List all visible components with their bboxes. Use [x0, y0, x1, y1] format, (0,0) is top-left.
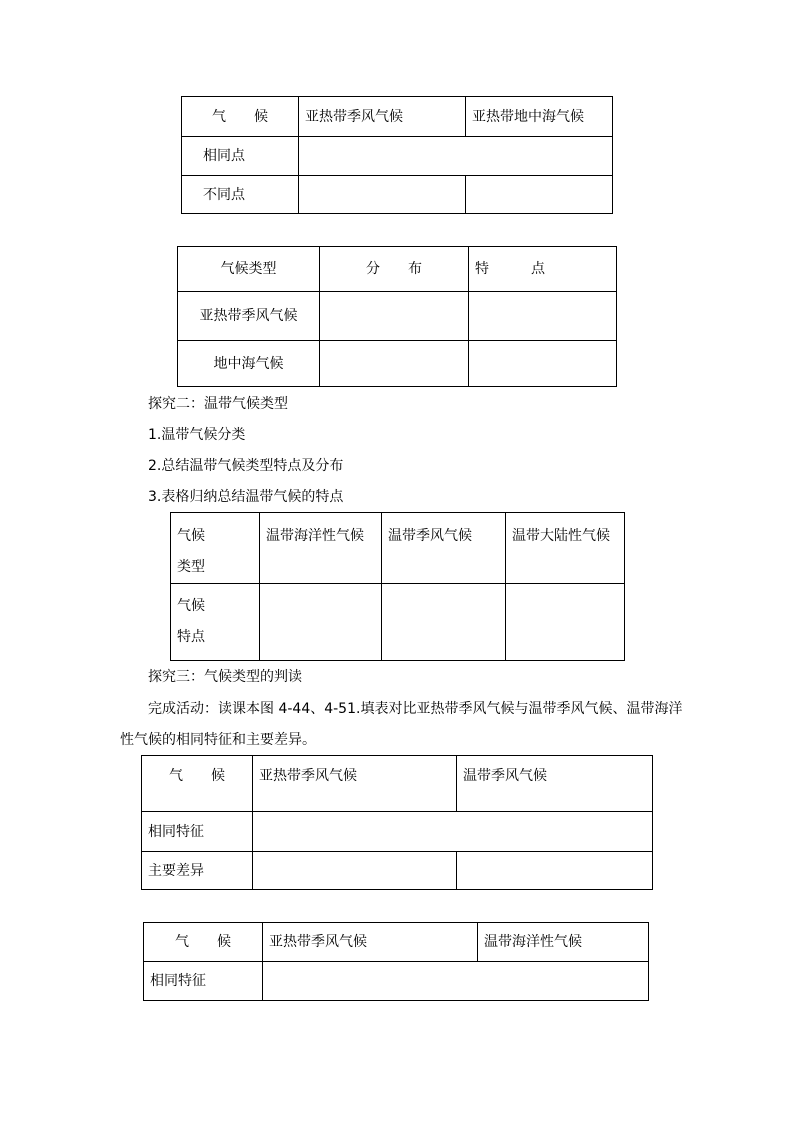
- header-cell-characteristics: 特 点: [469, 247, 617, 292]
- list-item: 3.表格归纳总结温带气候的特点: [148, 489, 344, 505]
- empty-cell[interactable]: [469, 292, 617, 341]
- list-item: 1.温带气候分类: [148, 427, 246, 443]
- section-title-explore-three: 探究三：气候类型的判读: [148, 669, 302, 685]
- header-cell-temperate-monsoon: 温带季风气候: [382, 513, 506, 584]
- empty-cell[interactable]: [253, 852, 457, 890]
- header-cell-temperate-continental: 温带大陆性气候: [506, 513, 625, 584]
- row-label-differences: 不同点: [182, 176, 299, 214]
- empty-cell[interactable]: [469, 341, 617, 387]
- row-label-common-features: 相同特征: [144, 962, 263, 1001]
- activity-text: 完成活动：读课本图 4-44、4-51.填表对比亚热带季风气候与温带季风气候、温带海洋: [148, 701, 683, 717]
- table-subtropical-vs-temperate-maritime: [143, 922, 649, 1001]
- list-item: 2.总结温带气候类型特点及分布: [148, 458, 344, 474]
- header-label-line: 类型: [177, 559, 205, 575]
- row-label-climate-features: [171, 584, 260, 661]
- header-cell-climate-type: 气候类型: [178, 247, 320, 292]
- row-label-line: 特点: [177, 629, 205, 645]
- header-cell-climate: 气 候: [182, 97, 299, 137]
- empty-cell[interactable]: [506, 584, 625, 661]
- row-label-main-differences: 主要差异: [142, 852, 253, 890]
- header-cell-temperate-monsoon: 温带季风气候: [457, 756, 653, 812]
- header-cell-temperate-maritime: 温带海洋性气候: [260, 513, 382, 584]
- activity-text: 性气候的相同特征和主要差异。: [120, 732, 316, 748]
- header-cell-temperate-maritime: 温带海洋性气候: [478, 923, 649, 962]
- empty-cell[interactable]: [320, 341, 469, 387]
- header-cell-climate: 气 候: [144, 923, 263, 962]
- row-label-similarities: 相同点: [182, 137, 299, 176]
- empty-cell[interactable]: [299, 137, 613, 176]
- row-label-subtropical-monsoon: 亚热带季风气候: [178, 292, 320, 341]
- header-label-line: 气候: [177, 528, 205, 544]
- header-cell-climate-type: [171, 513, 260, 584]
- empty-cell[interactable]: [253, 812, 653, 852]
- header-cell-subtropical-mediterranean: 亚热带地中海气候: [466, 97, 613, 137]
- empty-cell[interactable]: [382, 584, 506, 661]
- empty-cell[interactable]: [260, 584, 382, 661]
- row-label-mediterranean: 地中海气候: [178, 341, 320, 387]
- row-label-common-features: 相同特征: [142, 812, 253, 852]
- empty-cell[interactable]: [299, 176, 466, 214]
- empty-cell[interactable]: [466, 176, 613, 214]
- empty-cell[interactable]: [263, 962, 649, 1001]
- header-cell-climate: 气 候: [142, 756, 253, 812]
- row-label-line: 气候: [177, 598, 205, 614]
- header-cell-subtropical-monsoon: 亚热带季风气候: [299, 97, 466, 137]
- table-temperate-climates: [170, 512, 625, 661]
- header-cell-subtropical-monsoon: 亚热带季风气候: [263, 923, 478, 962]
- header-cell-distribution: 分 布: [320, 247, 469, 292]
- empty-cell[interactable]: [320, 292, 469, 341]
- table-subtropical-vs-temperate-monsoon: [141, 755, 653, 890]
- table-subtropical-vs-mediterranean: [181, 96, 613, 214]
- section-title-explore-two: 探究二：温带气候类型: [148, 396, 288, 412]
- empty-cell[interactable]: [457, 852, 653, 890]
- header-cell-subtropical-monsoon: 亚热带季风气候: [253, 756, 457, 812]
- table-climate-distribution: [177, 246, 617, 387]
